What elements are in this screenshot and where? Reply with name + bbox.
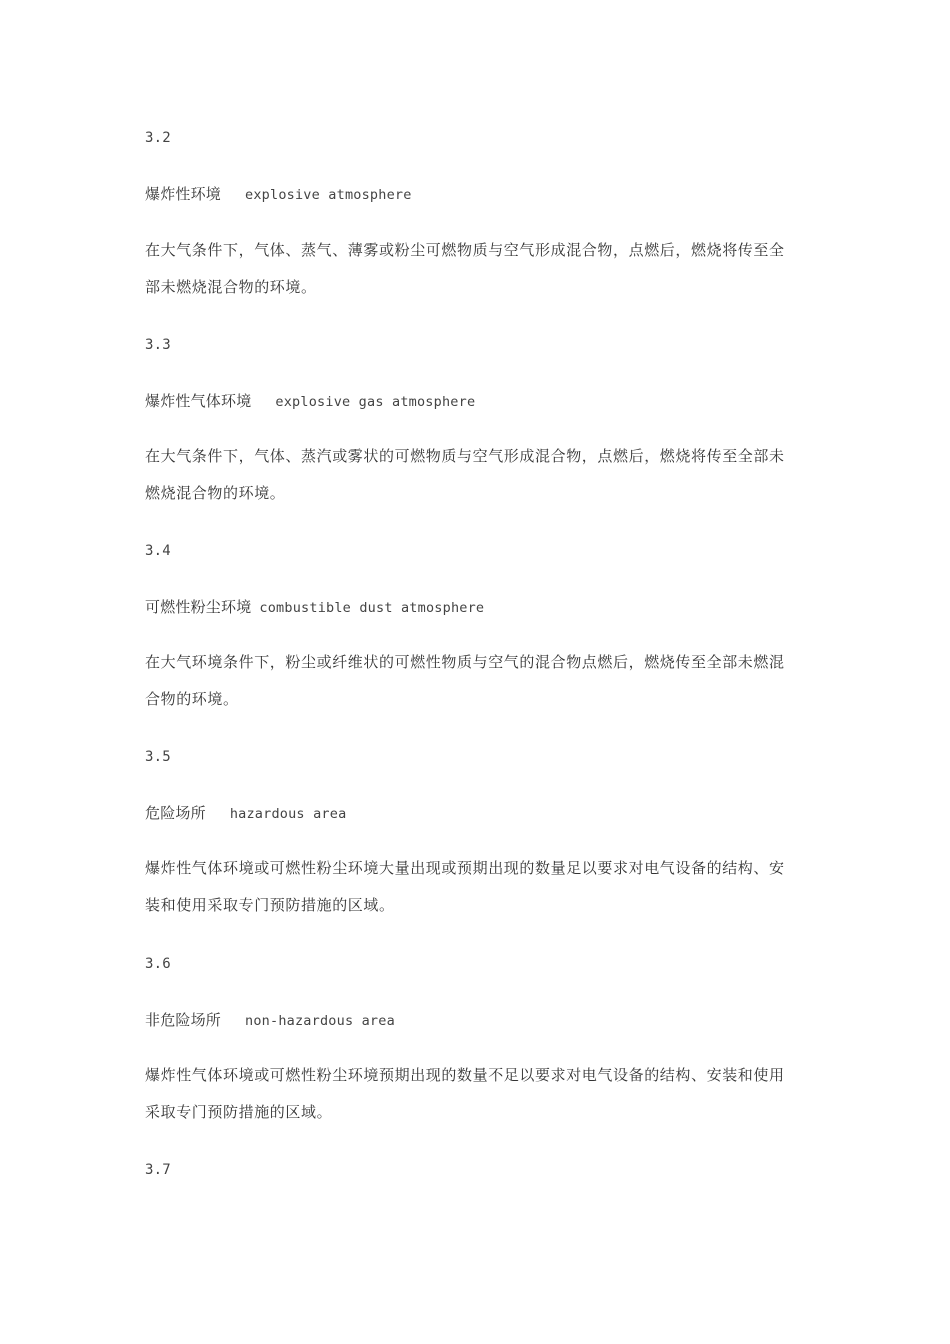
term-definition <box>145 438 805 512</box>
definition-line: 装和使用采取专门预防措施的区域。 <box>145 896 395 914</box>
section-number: 3.7 <box>145 1162 171 1178</box>
section-number: 3.2 <box>145 130 171 146</box>
term-chinese: 可燃性粉尘环境 <box>145 598 252 616</box>
term-chinese: 危险场所 <box>145 804 206 822</box>
term-definition <box>145 644 805 718</box>
definition-line: 采取专门预防措施的区域。 <box>145 1103 333 1121</box>
term-heading <box>145 803 805 824</box>
term-heading <box>145 184 805 205</box>
section-number: 3.4 <box>145 543 171 559</box>
term-definition <box>145 232 805 306</box>
definition-line: 在大气条件下，气体、蒸气、薄雾或粉尘可燃物质与空气形成混合物，点燃后，燃烧将传至全 <box>145 241 785 259</box>
term-chinese: 爆炸性气体环境 <box>145 392 252 410</box>
definition-line: 合物的环境。 <box>145 690 239 708</box>
term-heading <box>145 597 805 618</box>
term-definition <box>145 850 805 924</box>
definition-line: 爆炸性气体环境或可燃性粉尘环境大量出现或预期出现的数量足以要求对电气设备的结构、安 <box>145 859 785 877</box>
term-heading <box>145 391 805 412</box>
term-english: non-hazardous area <box>245 1013 395 1029</box>
definition-line: 燃烧混合物的环境。 <box>145 484 286 502</box>
term-english: combustible dust atmosphere <box>259 600 485 616</box>
term-english: explosive gas atmosphere <box>275 394 476 410</box>
definition-line: 在大气环境条件下，粉尘或纤维状的可燃性物质与空气的混合物点燃后，燃烧传至全部未燃混 <box>145 653 785 671</box>
term-english: hazardous area <box>229 806 347 822</box>
section-number: 3.3 <box>145 337 171 353</box>
definition-line: 爆炸性气体环境或可燃性粉尘环境预期出现的数量不足以要求对电气设备的结构、安装和使用 <box>145 1066 785 1084</box>
term-english: explosive atmosphere <box>245 187 412 203</box>
definition-line: 部未燃烧混合物的环境。 <box>145 278 317 296</box>
term-definition <box>145 1057 805 1131</box>
term-chinese: 非危险场所 <box>145 1011 222 1029</box>
definition-line: 在大气条件下，气体、蒸汽或雾状的可燃物质与空气形成混合物，点燃后，燃烧将传至全部未 <box>145 447 785 465</box>
term-chinese: 爆炸性环境 <box>145 185 222 203</box>
term-heading <box>145 1010 805 1031</box>
section-number: 3.6 <box>145 956 171 972</box>
section-number: 3.5 <box>145 749 171 765</box>
